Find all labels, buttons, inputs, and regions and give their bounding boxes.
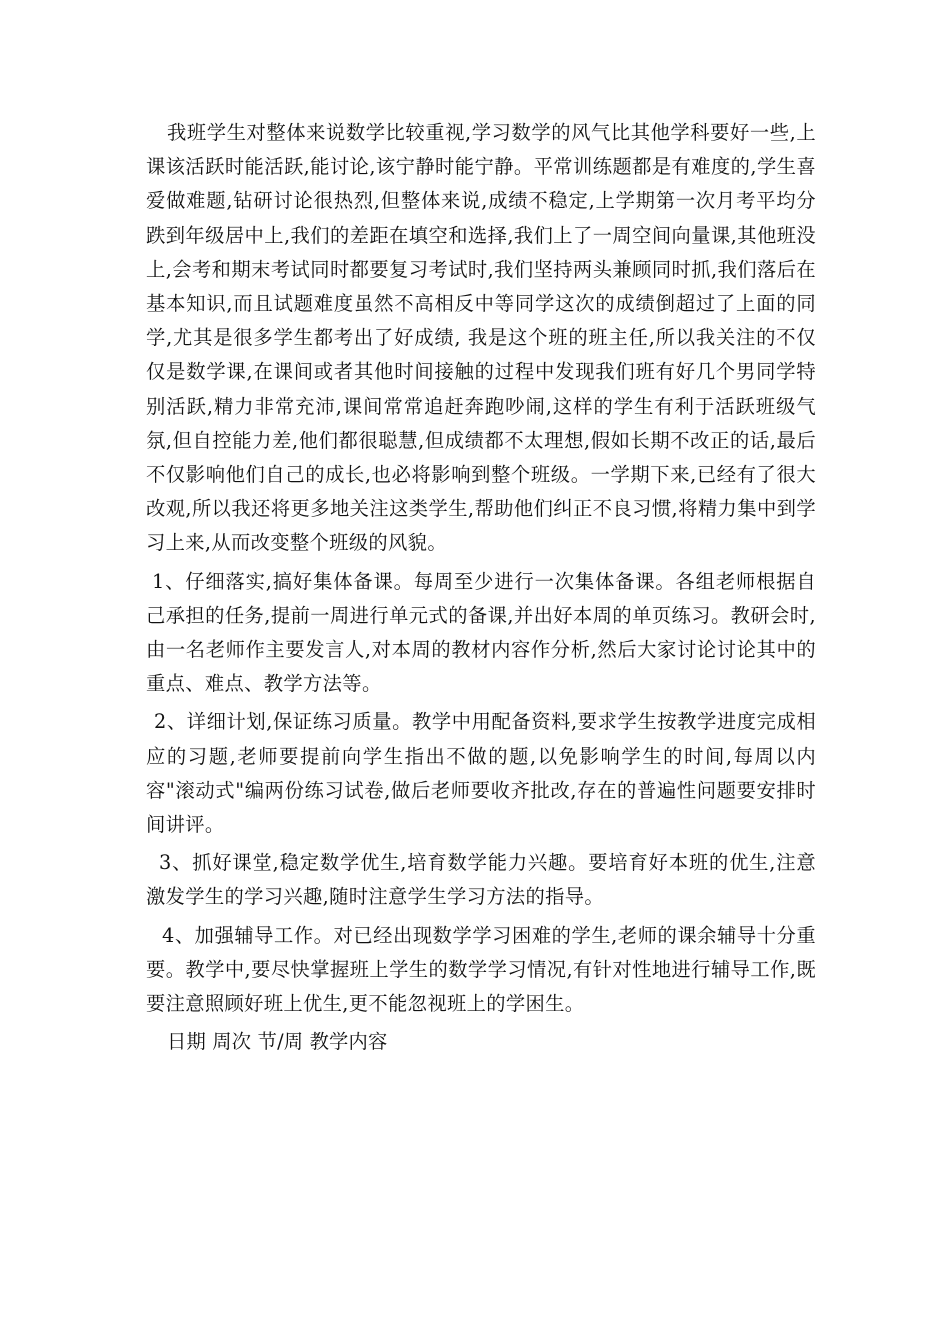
item-1-collective-lesson-prep: 1、仔细落实,搞好集体备课。每周至少进行一次集体备课。各组老师根据自己承担的任务,提前一周进行单元式的备课,并出好本周的单页练习。教研会时,由一名老师作主要发言人,对本周的教材内容作分析,然后大家讨论讨论其中的重点、难点、教学方法等。 — [146, 569, 816, 696]
item-4-tutoring-work: 4、加强辅导工作。对已经出现数学学习困难的学生,老师的课余辅导十分重要。教学中,要尽快掌握班上学生的数学学习情况,有针对性地进行辅导工作,既要注意照顾好班上优生,更不能忽视班上的学困生。 — [146, 923, 816, 1016]
intro-paragraph: 我班学生对整体来说数学比较重视,学习数学的风气比其他学科要好一些,上课该活跃时能活跃,能讨论,该宁静时能宁静。平常训练题都是有难度的,学生喜爱做难题,钻研讨论很热烈,但整体来说,成绩不稳定,上学期第一次月考平均分跌到年级居中上,我们的差距在填空和选择,我们上了一周空间向量课,其他班没上,会考和期末考试同时都要复习考试时,我们坚持两头兼顾同时抓,我们落后在基本知识,而且试题难度虽然不高相反中等同学这次的成绩倒超过了上面的同学,尤其是很多学生都考出了好成绩, 我是这个班的班主任,所以我关注的不仅仅是数学课,在课间或者其他时间接触的过程中发现我们班有好几个男同学特别活跃,精力非常充沛,课间常常追赶奔跑吵闹,这样的学生有利于活跃班级气氛,但自控能力差,他们都很聪慧,但成绩都不太理想,假如长期不改正的话,最后不仅影响他们自己的成长,也必将影响到整个班级。一学期下来,已经有了很大改观,所以我还将更多地关注这类学生,帮助他们纠正不良习惯,将精力集中到学习上来,从而改变整个班级的风貌。 — [146, 121, 816, 555]
schedule-table-header: 日期 周次 节/周 教学内容 — [167, 1030, 388, 1054]
document-page — [146, 116, 816, 1059]
item-3-classroom-top-students: 3、抓好课堂,稳定数学优生,培育数学能力兴趣。要培育好本班的优生,注意激发学生的学习兴趣,随时注意学生学习方法的指导。 — [146, 851, 816, 909]
item-2-practice-quality: 2、详细计划,保证练习质量。教学中用配备资料,要求学生按教学进度完成相应的习题,老师要提前向学生指出不做的题,以免影响学生的时间,每周以内容"滚动式"编两份练习试卷,做后老师要收齐批改,存在的普遍性问题要安排时间讲评。 — [146, 710, 816, 837]
